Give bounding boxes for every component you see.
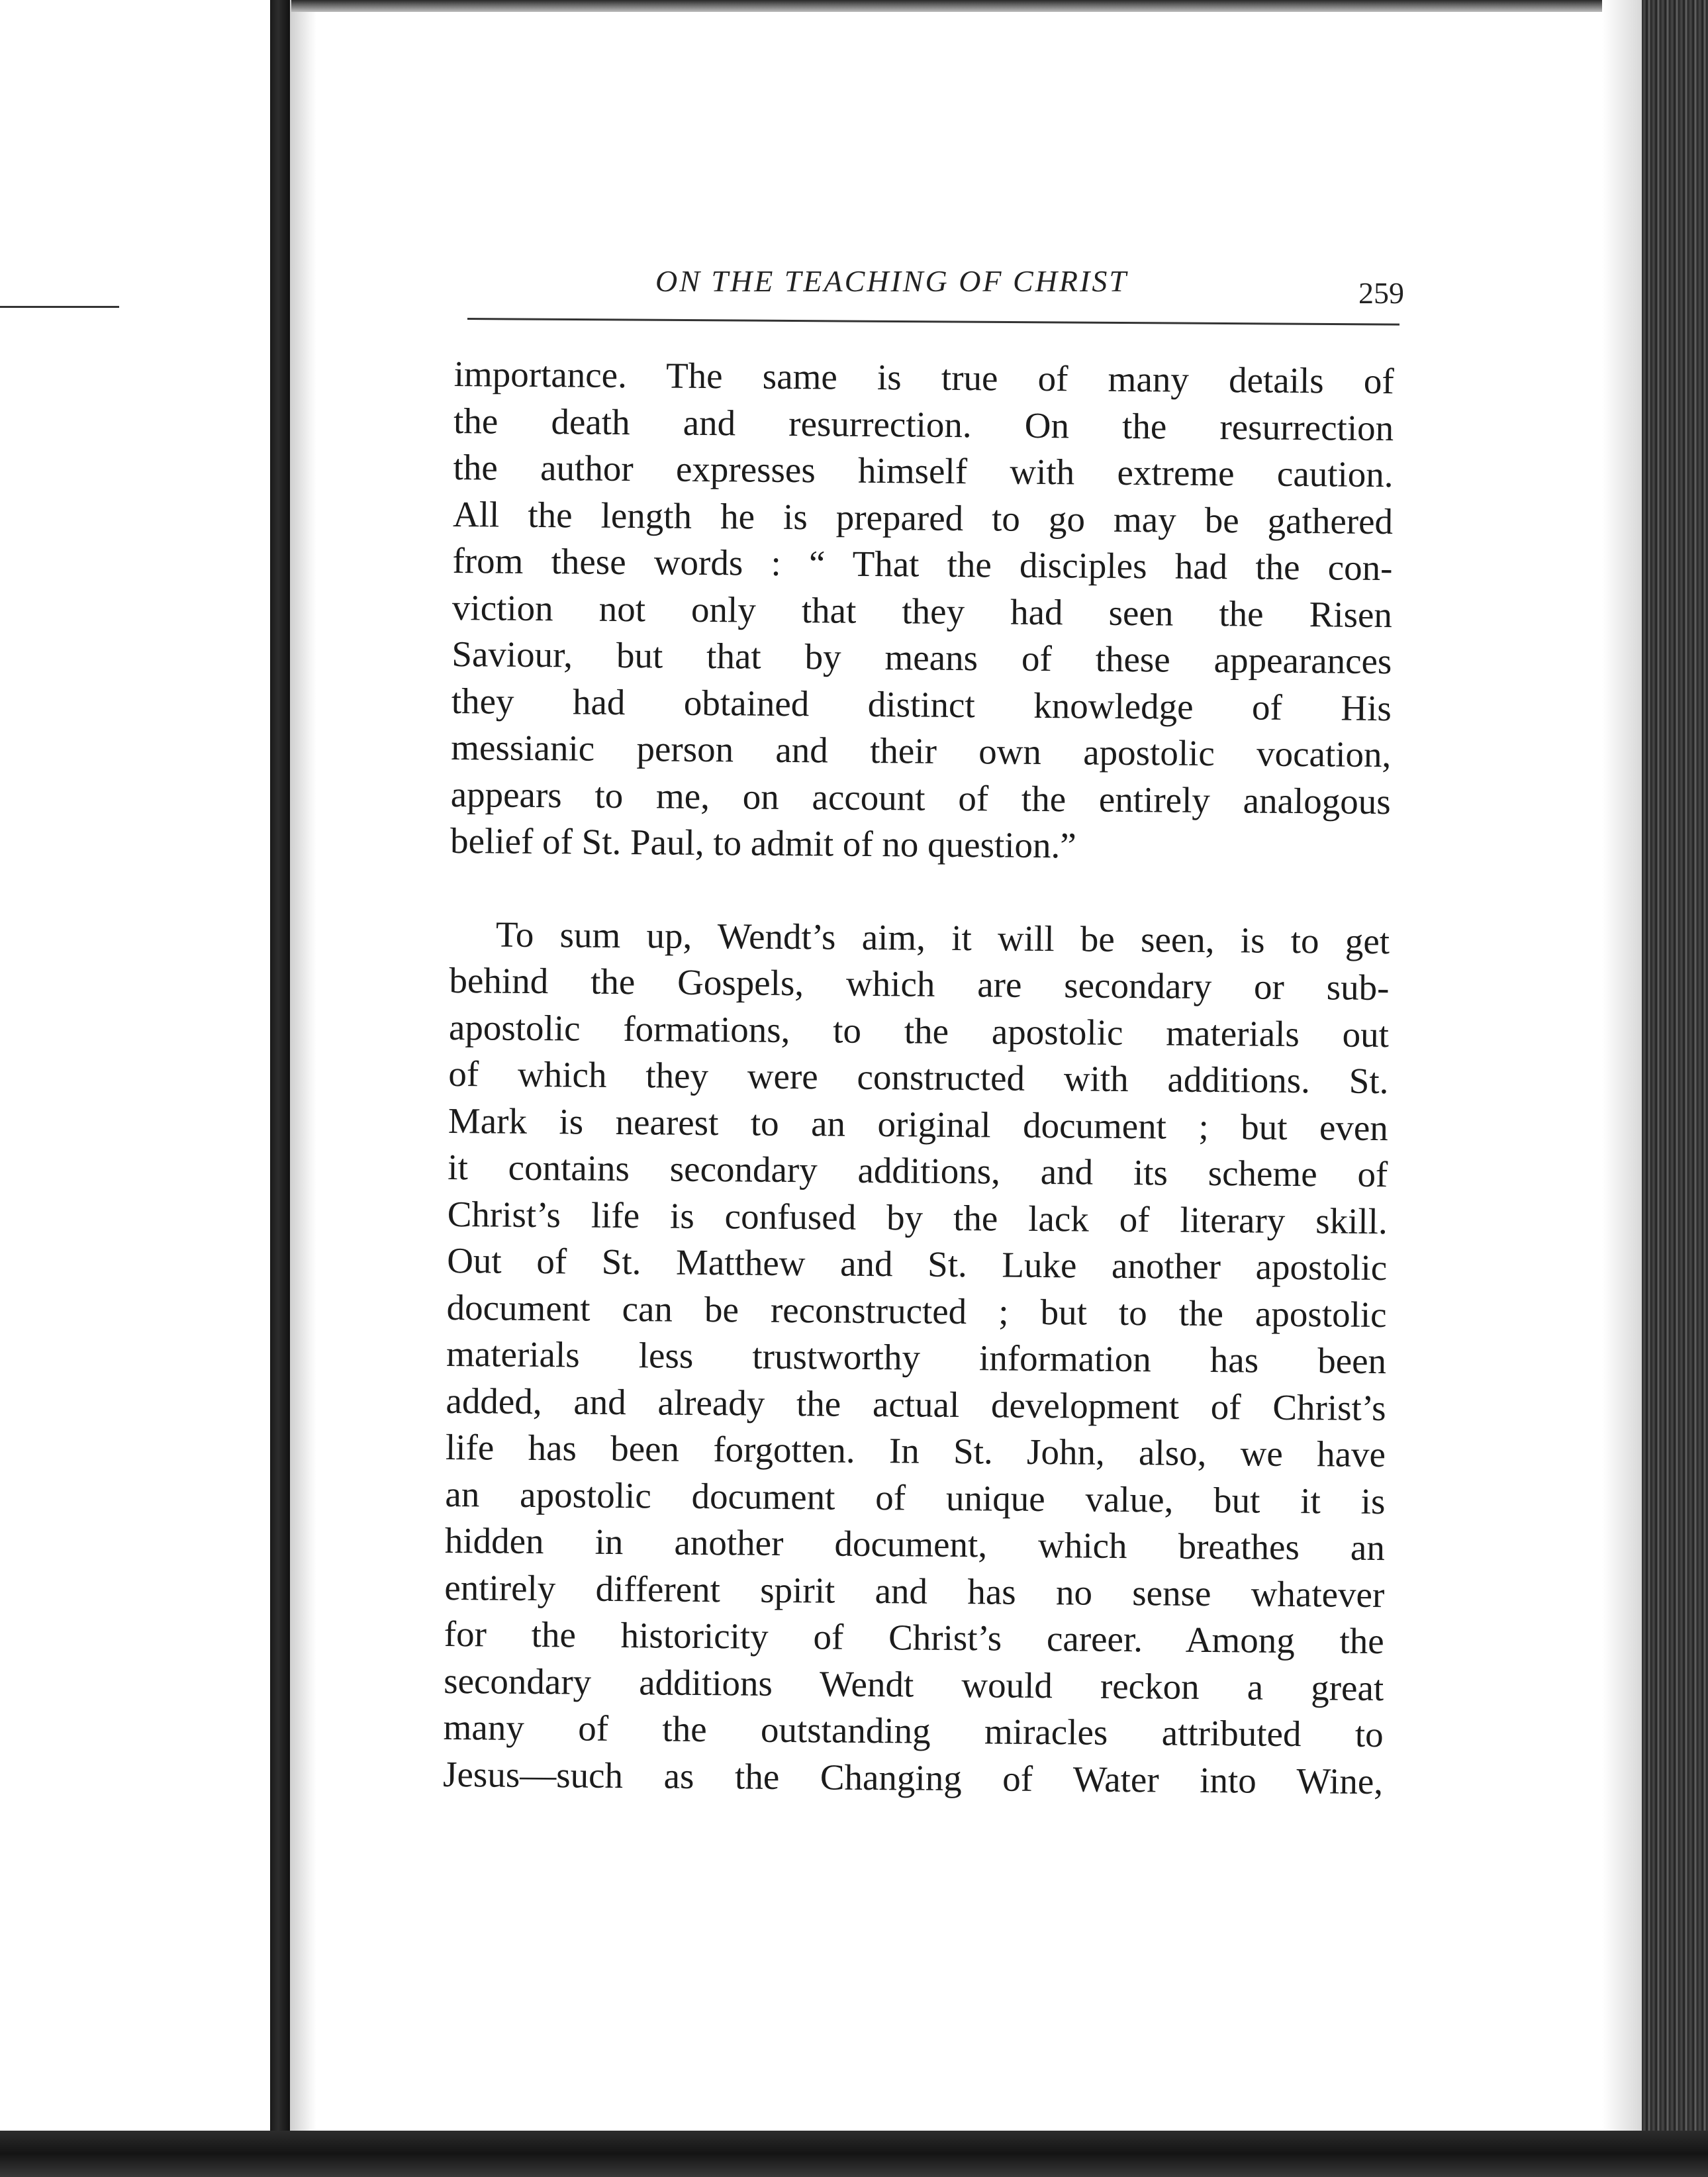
text-line: All the length he is prepared to go may be gathered: [452, 493, 1394, 542]
text-line: they had obtained distinct knowledge of His: [451, 680, 1392, 728]
text-line: Mark is nearest to an original document ; but even: [448, 1100, 1389, 1148]
text-line: secondary additions Wendt would reckon a great: [443, 1660, 1384, 1708]
text-line: from these words : “ That the disciples had the con-: [452, 540, 1393, 589]
text-line: importance. The same is true of many details of: [453, 353, 1394, 402]
text-line: for the historicity of Christ’s career. Among the: [444, 1613, 1384, 1662]
text-line: many of the outstanding miracles attributed to: [443, 1706, 1384, 1755]
paragraph-break: [450, 864, 1390, 918]
text-line: added, and already the actual development of Christ’s: [446, 1380, 1386, 1428]
text-line: materials less trustworthy information has been: [446, 1333, 1387, 1382]
text-line: of which they were constructed with additions. St.: [448, 1053, 1389, 1102]
text-line: an apostolic document of unique value, but it is: [445, 1473, 1386, 1522]
running-head: ON THE TEACHING OF CHRIST: [655, 264, 1128, 298]
text-line: viction not only that they had seen the Risen: [451, 587, 1393, 635]
text-line: messianic person and their own apostolic vocation,: [451, 726, 1392, 775]
text-line: document can be reconstructed ; but to the apostolic: [446, 1286, 1387, 1335]
text-line: appears to me, on account of the entirely analogous: [450, 773, 1391, 822]
left-page-fragment: [0, 0, 265, 2177]
text-line: behind the Gospels, which are secondary or sub-: [449, 959, 1390, 1008]
text-line: belief of St. Paul, to admit of no question.”: [450, 820, 1076, 866]
gutter-shadow: [290, 0, 316, 2177]
text-line: hidden in another document, which breathes an: [444, 1520, 1386, 1569]
text-line: life has been forgotten. In St. John, also, we have: [445, 1426, 1386, 1475]
text-line: apostolic formations, to the apostolic materials out: [448, 1006, 1390, 1055]
book-gutter: [270, 0, 290, 2177]
text-line: entirely different spirit and has no sense whatever: [444, 1567, 1385, 1615]
body-text: [443, 351, 1394, 1805]
paragraph-1: [450, 351, 1394, 872]
text-line: To sum up, Wendt’s aim, it will be seen, is to get: [495, 914, 1390, 961]
text-line: Jesus—such as the Changing of Water into Wine,: [442, 1753, 1384, 1802]
text-line: it contains secondary additions, and its scheme of: [448, 1146, 1388, 1195]
text-line: Christ’s life is confused by the lack of literary skill.: [447, 1193, 1388, 1241]
text-line: the death and resurrection. On the resurrection: [453, 400, 1394, 448]
left-page-header-rule: [0, 306, 119, 308]
page-top-edge: [291, 0, 1642, 12]
page-edge-shade: [1602, 0, 1642, 2177]
header-rule: [467, 318, 1400, 326]
paragraph-2: [443, 910, 1390, 1805]
page-stack-edge: [1642, 0, 1708, 2177]
text-line: the author expresses himself with extreme caution.: [453, 446, 1394, 495]
page-number: 259: [1358, 276, 1404, 310]
text-line: Out of St. Matthew and St. Luke another apostolic: [446, 1239, 1388, 1288]
text-line: Saviour, but that by means of these appearances: [451, 633, 1392, 682]
page-bottom-edge: [0, 2131, 1708, 2177]
